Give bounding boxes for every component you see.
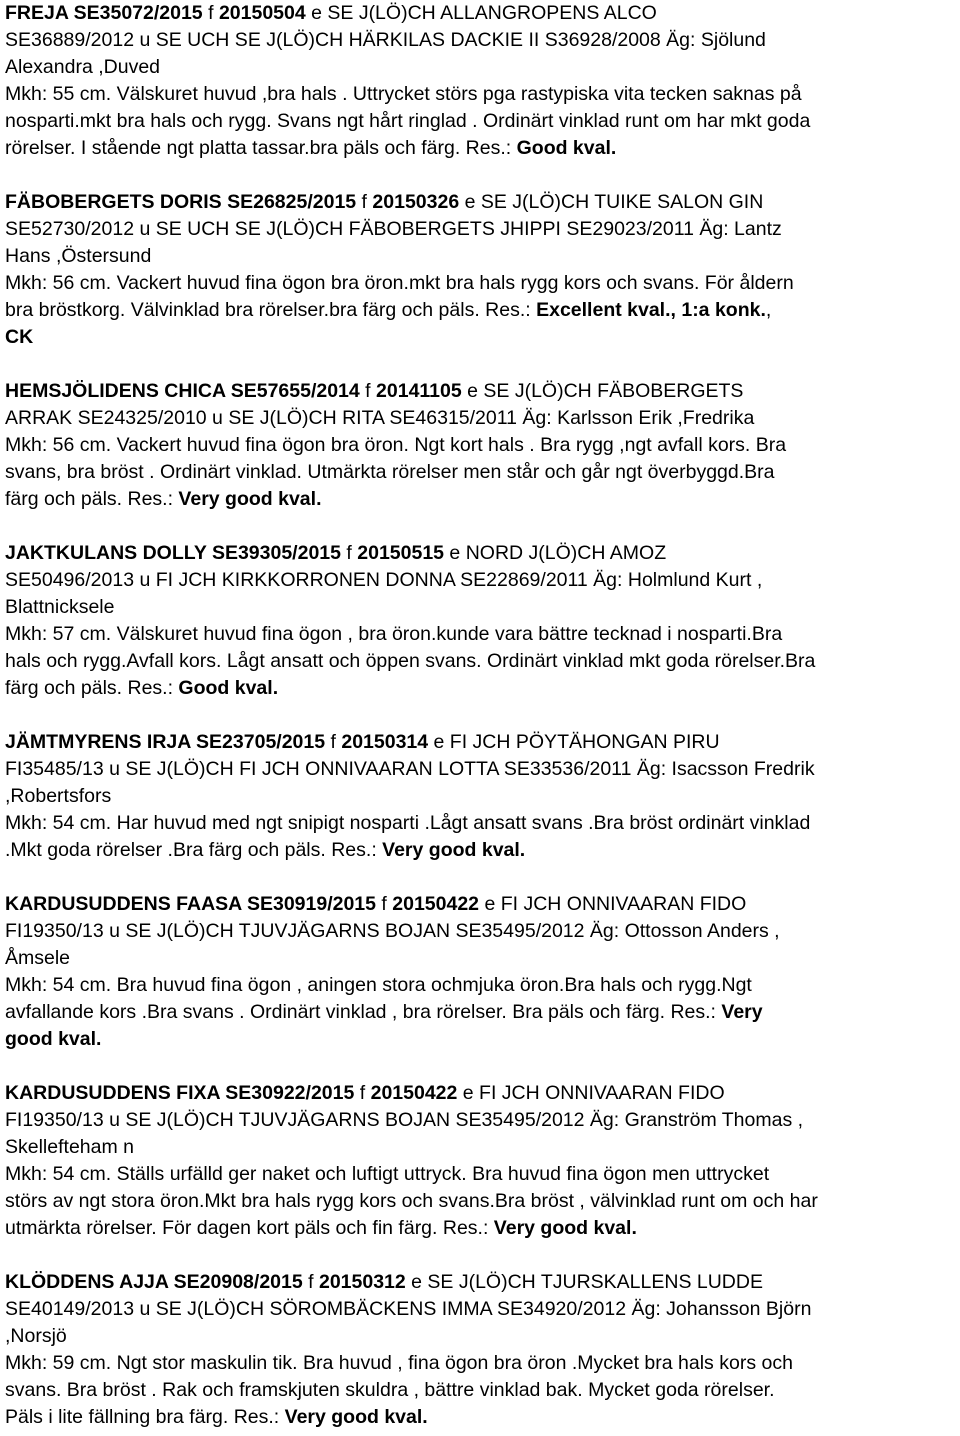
text-line: [5, 999, 960, 1026]
bold-text: KLÖDDENS AJJA SE20908/2015: [5, 1271, 303, 1293]
text-line: [5, 108, 960, 135]
text-segment: bra bröstkorg. Välvinklad bra rörelser.bra färg och päls. Res.:: [5, 299, 537, 321]
text-line: [5, 756, 960, 783]
text-line: [5, 378, 960, 405]
text-segment: f: [354, 1082, 371, 1104]
text-segment: e NORD J(LÖ)CH AMOZ: [444, 542, 667, 564]
text-line: [5, 810, 960, 837]
text-line: [5, 837, 960, 864]
text-line: [5, 1377, 960, 1404]
bold-text: Very good kval.: [382, 839, 526, 861]
text-line: [5, 432, 960, 459]
text-segment: SE36889/2012 u SE UCH SE J(LÖ)CH HÄRKILAS DACKIE II S36928/2008 Äg: Sjölund: [5, 29, 766, 51]
bold-text: Very good kval.: [284, 1406, 428, 1428]
text-segment: Mkh: 57 cm. Välskuret huvud fina ögon , bra öron.kunde vara bättre tecknad i nosparti.Bra: [5, 623, 783, 645]
text-line: [5, 0, 960, 27]
text-segment: SE52730/2012 u SE UCH SE J(LÖ)CH FÄBOBERGETS JHIPPI SE29023/2011 Äg: Lantz: [5, 218, 782, 240]
text-line: [5, 81, 960, 108]
text-segment: e SE J(LÖ)CH TUIKE SALON GIN: [459, 191, 764, 213]
text-line: [5, 1080, 960, 1107]
bold-text: HEMSJÖLIDENS CHICA SE57655/2014: [5, 380, 360, 402]
bold-text: 20150504: [218, 2, 306, 24]
text-segment: hals och rygg.Avfall kors. Lågt ansatt och öppen svans. Ordinärt vinklad mkt goda rörelser.Bra: [5, 650, 816, 672]
text-line: [5, 1188, 960, 1215]
dog-entry-jaktkulans-dolly: [5, 540, 960, 702]
text-segment: f: [376, 893, 393, 915]
text-segment: Mkh: 55 cm. Välskuret huvud ,bra hals . Uttrycket störs pga rastypiska vita tecken saknas på: [5, 83, 802, 105]
text-segment: utmärkta rörelser. För dagen kort päls och fin färg. Res.:: [5, 1217, 494, 1239]
bold-text: 20150515: [357, 542, 445, 564]
text-segment: Mkh: 54 cm. Ställs urfälld ger naket och luftigt uttryck. Bra huvud fina ögon men uttrycket: [5, 1163, 770, 1185]
text-segment: störs av ngt stora öron.Mkt bra hals rygg kors och svans.Bra bröst , välvinklad runt om och har: [5, 1190, 818, 1212]
text-line: [5, 297, 960, 324]
text-segment: SE50496/2013 u FI JCH KIRKKORRONEN DONNA SE22869/2011 Äg: Holmlund Kurt ,: [5, 569, 763, 591]
text-segment: svans, bra bröst . Ordinärt vinklad. Utmärkta rörelser men står och går ngt överbyggd.Bra: [5, 461, 775, 483]
text-line: [5, 1161, 960, 1188]
bold-text: CK: [5, 326, 34, 348]
text-line: [5, 189, 960, 216]
text-segment: Blattnicksele: [5, 596, 115, 618]
text-segment: rörelser. I stående ngt platta tassar.bra päls och färg. Res.:: [5, 137, 517, 159]
bold-text: Very good kval.: [493, 1217, 637, 1239]
text-line: [5, 729, 960, 756]
bold-text: FÄBOBERGETS DORIS SE26825/2015: [5, 191, 357, 213]
text-segment: f: [302, 1271, 319, 1293]
text-segment: f: [356, 191, 373, 213]
dog-entry-jamtmyrens-irja: [5, 729, 960, 864]
text-line: [5, 648, 960, 675]
text-line: [5, 270, 960, 297]
text-segment: e FI JCH PÖYTÄHONGAN PIRU: [428, 731, 720, 753]
text-segment: .Mkt goda rörelser .Bra färg och päls. Res.:: [5, 839, 383, 861]
text-line: [5, 1026, 960, 1053]
text-line: [5, 945, 960, 972]
text-segment: ,: [765, 299, 772, 321]
text-line: [5, 1107, 960, 1134]
text-line: [5, 540, 960, 567]
text-line: [5, 27, 960, 54]
text-segment: Mkh: 54 cm. Bra huvud fina ögon , aningen stora ochmjuka öron.Bra hals och rygg.Ngt: [5, 974, 752, 996]
text-segment: e SE J(LÖ)CH FÄBOBERGETS: [461, 380, 744, 402]
text-line: [5, 783, 960, 810]
text-segment: Mkh: 56 cm. Vackert huvud fina ögon bra öron. Ngt kort hals . Bra rygg ,ngt avfall kors. Bra: [5, 434, 787, 456]
text-segment: FI19350/13 u SE J(LÖ)CH TJUVJÄGARNS BOJAN SE35495/2012 Äg: Granström Thomas ,: [5, 1109, 804, 1131]
text-segment: Päls i lite fällning bra färg. Res.:: [5, 1406, 285, 1428]
bold-text: Very good kval.: [178, 488, 322, 510]
bold-text: 20150326: [372, 191, 460, 213]
dog-entry-hemsjolidens-chica: [5, 378, 960, 513]
text-segment: SE40149/2013 u SE J(LÖ)CH SÖROMBÄCKENS IMMA SE34920/2012 Äg: Johansson Björn: [5, 1298, 812, 1320]
text-segment: färg och päls. Res.:: [5, 677, 179, 699]
text-line: [5, 243, 960, 270]
text-segment: färg och päls. Res.:: [5, 488, 179, 510]
text-segment: f: [202, 2, 219, 24]
text-line: [5, 405, 960, 432]
bold-text: good kval.: [5, 1028, 102, 1050]
text-line: [5, 486, 960, 513]
bold-text: Excellent kval., 1:a konk.: [536, 299, 766, 321]
text-segment: Skellefteham n: [5, 1136, 134, 1158]
text-segment: Åmsele: [5, 947, 71, 969]
text-line: [5, 891, 960, 918]
text-line: [5, 918, 960, 945]
text-line: [5, 594, 960, 621]
bold-text: 20150422: [370, 1082, 458, 1104]
bold-text: FREJA SE35072/2015: [5, 2, 203, 24]
text-segment: Mkh: 59 cm. Ngt stor maskulin tik. Bra huvud , fina ögon bra öron .Mycket bra hals kors och: [5, 1352, 793, 1374]
text-line: [5, 1134, 960, 1161]
text-segment: ,Robertsfors: [5, 785, 112, 807]
text-line: [5, 1350, 960, 1377]
text-line: [5, 1269, 960, 1296]
text-segment: avfallande kors .Bra svans . Ordinärt vinklad , bra rörelser. Bra päls och färg. Res.:: [5, 1001, 722, 1023]
bold-text: 20141105: [376, 380, 462, 402]
bold-text: KARDUSUDDENS FIXA SE30922/2015: [5, 1082, 355, 1104]
text-segment: Alexandra ,Duved: [5, 56, 161, 78]
text-segment: f: [359, 380, 377, 402]
text-line: [5, 1215, 960, 1242]
text-segment: f: [325, 731, 342, 753]
text-line: [5, 621, 960, 648]
dog-entry-kardusuddens-faasa: [5, 891, 960, 1053]
text-segment: svans. Bra bröst . Rak och framskjuten skuldra , bättre vinklad bak. Mycket goda rörelser.: [5, 1379, 775, 1401]
dog-entry-klöddens-ajja: [5, 1269, 960, 1431]
text-segment: f: [340, 542, 358, 564]
text-segment: FI35485/13 u SE J(LÖ)CH FI JCH ONNIVAARAN LOTTA SE33536/2011 Äg: Isacsson Fredrik: [5, 758, 815, 780]
bold-text: JÄMTMYRENS IRJA SE23705/2015: [5, 731, 326, 753]
text-line: [5, 675, 960, 702]
text-line: [5, 216, 960, 243]
text-line: [5, 54, 960, 81]
bold-text: JAKTKULANS DOLLY SE39305/2015: [5, 542, 341, 564]
text-segment: ,Norsjö: [5, 1325, 67, 1347]
text-segment: nosparti.mkt bra hals och rygg. Svans ngt hårt ringlad . Ordinärt vinklad runt om har mkt goda: [5, 110, 811, 132]
text-segment: Hans ,Östersund: [5, 245, 152, 267]
text-line: [5, 459, 960, 486]
dog-entry-freja: [5, 0, 960, 162]
text-line: [5, 1404, 960, 1431]
bold-text: 20150422: [392, 893, 480, 915]
text-segment: e FI JCH ONNIVAARAN FIDO: [457, 1082, 725, 1104]
text-line: [5, 1323, 960, 1350]
text-segment: e FI JCH ONNIVAARAN FIDO: [479, 893, 747, 915]
text-segment: e SE J(LÖ)CH ALLANGROPENS ALCO: [305, 2, 657, 24]
dog-entry-fabobergets-doris: [5, 189, 960, 351]
bold-text: KARDUSUDDENS FAASA SE30919/2015: [5, 893, 376, 915]
bold-text: Good kval.: [516, 137, 617, 159]
text-line: [5, 567, 960, 594]
text-line: [5, 324, 960, 351]
text-segment: Mkh: 56 cm. Vackert huvud fina ögon bra öron.mkt bra hals rygg kors och svans. För åldern: [5, 272, 794, 294]
text-segment: ARRAK SE24325/2010 u SE J(LÖ)CH RITA SE46315/2011 Äg: Karlsson Erik ,Fredrika: [5, 407, 755, 429]
bold-text: Good kval.: [178, 677, 279, 699]
bold-text: 20150314: [341, 731, 429, 753]
text-line: [5, 1296, 960, 1323]
bold-text: 20150312: [318, 1271, 406, 1293]
text-segment: e SE J(LÖ)CH TJURSKALLENS LUDDE: [405, 1271, 763, 1293]
text-line: [5, 135, 960, 162]
text-line: [5, 972, 960, 999]
text-segment: Mkh: 54 cm. Har huvud med ngt snipigt nosparti .Lågt ansatt svans .Bra bröst ordinärt vinklad: [5, 812, 811, 834]
bold-text: Very: [721, 1001, 763, 1023]
text-segment: FI19350/13 u SE J(LÖ)CH TJUVJÄGARNS BOJAN SE35495/2012 Äg: Ottosson Anders ,: [5, 920, 780, 942]
dog-entry-kardusuddens-fixa: [5, 1080, 960, 1242]
